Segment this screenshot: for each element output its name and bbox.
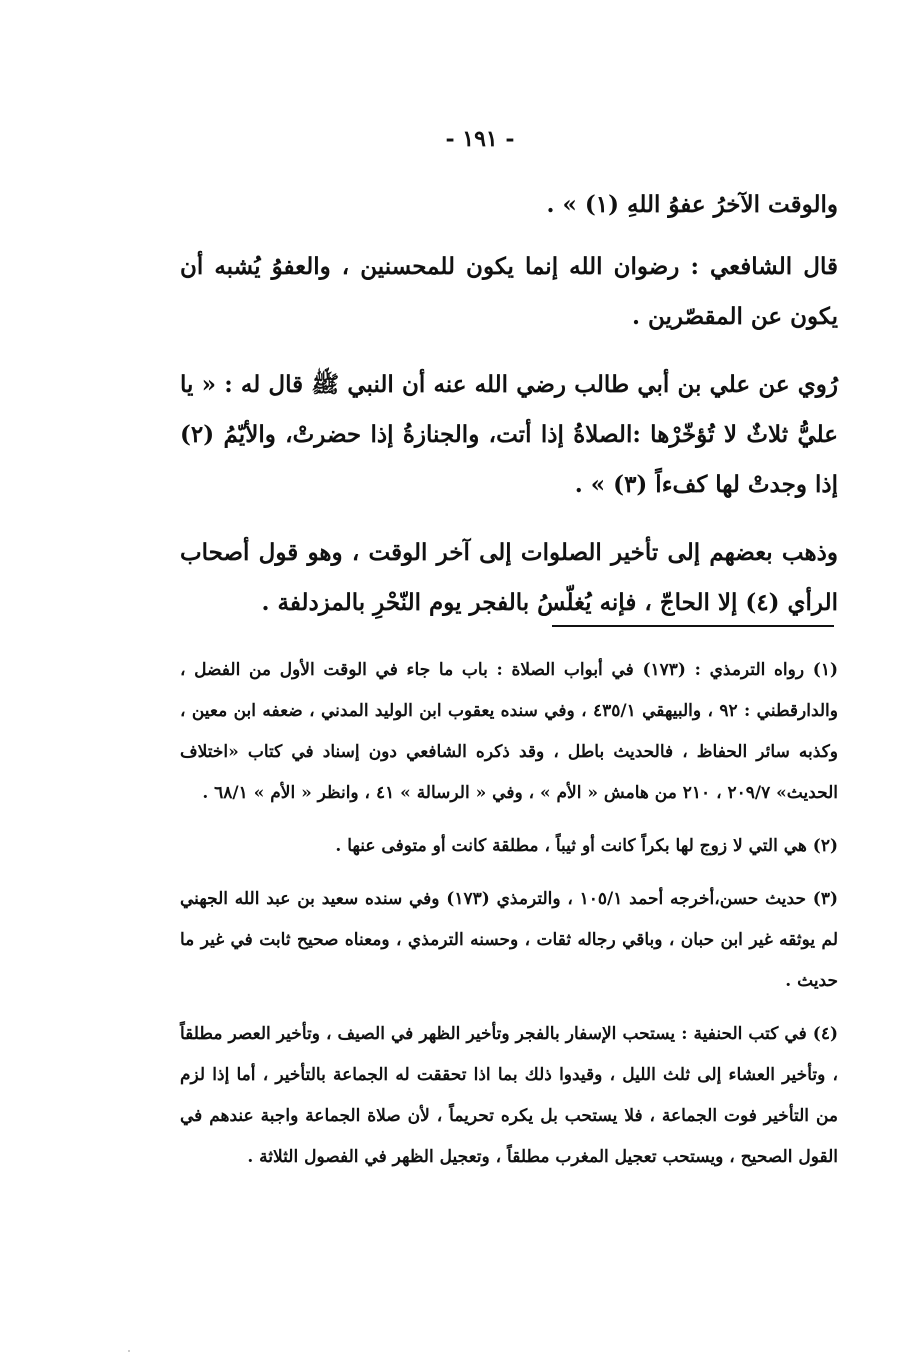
- paragraph-3: رُوي عن علي بن أبي طالب رضي الله عنه أن النبي ﷺ قال له : « يا عليُّ ثلاثٌ لا تُؤخّرْها :الصلاةُ إذا أتت، والجنازةُ إذا حضرتْ، والأيّمُ (٢) إذا وجدتْ لها كفءاً (٣) » .: [180, 371, 838, 498]
- footnote-3: (٣) حديث حسن،أخرجه أحمد ١٠٥/١ ، والترمذي (١٧٣) وفي سنده سعيد بن عبد الله الجهني لم يوثقه غير ابن حبان ، وباقي رجاله ثقات ، وحسنه الترمذي ، ومعناه صحيح ثابت في غير ما حديث .: [180, 889, 838, 991]
- main-text: [180, 180, 838, 646]
- footnote-separator: [552, 625, 834, 627]
- paper-speck: [128, 1350, 130, 1352]
- footnotes: [180, 650, 838, 1190]
- paragraph-1: والوقت الآخرُ عفوُ اللهِ (١) » .: [546, 191, 838, 218]
- footnote-2: (٢) هي التي لا زوج لها بكراً كانت أو ثيباً ، مطلقة كانت أو متوفى عنها .: [335, 836, 838, 856]
- page-number: - ١٩١ -: [445, 126, 515, 152]
- paragraph-2: قال الشافعي : رضوان الله إنما يكون للمحسنين ، والعفوُ يُشبه أن يكون عن المقصّرين .: [180, 253, 838, 330]
- paragraph-4: وذهب بعضهم إلى تأخير الصلوات إلى آخر الوقت ، وهو قول أصحاب الرأي (٤) إلا الحاجّ ، فإنه يُغلّسُ بالفجر يوم النّحْرِ بالمزدلفة .: [180, 539, 838, 616]
- footnote-1: (١) رواه الترمذي : (١٧٣) في أبواب الصلاة : باب ما جاء في الوقت الأول من الفضل ، والدارقطني : ٩٢ ، والبيهقي ٤٣٥/١ ، وفي سنده يعقوب ابن الوليد المدني ، ضعفه ابن معين ، وكذبه سائر الحفاظ ، فالحديث باطل ، وقد ذكره الشافعي دون إسناد في كتاب «اختلاف الحديث» ٢٠٩/٧ ، ٢١٠ من هامش « الأم » ، وفي « الرسالة » ٤١ ، وانظر « الأم » ٦٨/١ .: [180, 660, 838, 803]
- footnote-4: (٤) في كتب الحنفية : يستحب الإسفار بالفجر وتأخير الظهر في الصيف ، وتأخير العصر مطلقاً ، وتأخير العشاء إلى ثلث الليل ، وقيدوا ذلك بما اذا تحققت له الجماعة بالتأخير ، أما إذا لزم من التأخير فوت الجماعة ، فلا يستحب بل يكره تحريماً ، لأن صلاة الجماعة واجبة عندهم في القول الصحيح ، ويستحب تعجيل المغرب مطلقاً ، وتعجيل الظهر في الفصول الثلاثة .: [180, 1024, 838, 1167]
